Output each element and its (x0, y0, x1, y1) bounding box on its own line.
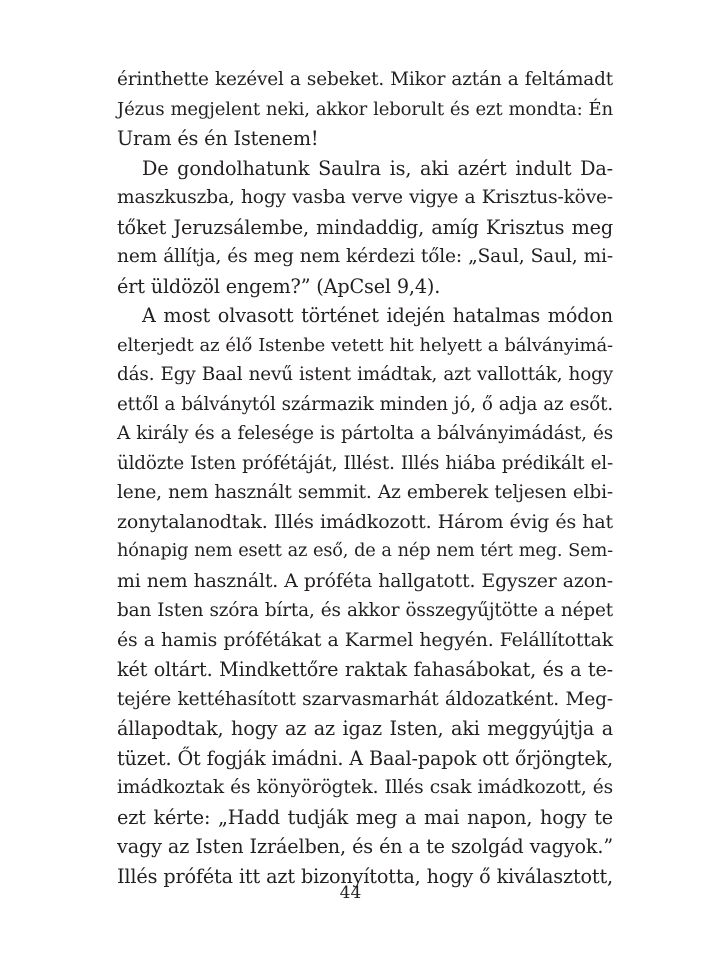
text-line: elterjedt az élő Istenbe vetett hit helyett a bálványimá- (117, 334, 613, 356)
page-number: 44 (339, 883, 362, 903)
paragraph-first-line: De gondolhatunk Saulra is, aki azért indult Da- (142, 156, 613, 180)
text-line: tüzet. Őt fogják imádni. A Baal-papok ott őrjöngtek, (117, 746, 613, 770)
text-line: A király és a felesége is pártolta a bálványimádást, és (117, 423, 613, 444)
text-line: imádkoztak és könyörögtek. Illés csak imádkozott, és (117, 777, 613, 798)
text-line: lene, nem használt semmit. Az emberek teljesen elbi- (117, 482, 613, 503)
text-line: tejére kettéhasított szarvasmarhát áldozatként. Meg- (117, 688, 613, 710)
text-line: ban Isten szóra bírta, és akkor összegyűjtötte a népet (117, 600, 613, 621)
text-line: üldözte Isten prófétáját, Illést. Illés hiába prédikált el- (117, 452, 613, 474)
text-line: ettől a bálványtól származik minden jó, ő adja az esőt. (117, 393, 613, 415)
text-line: Uram és én Istenem! (117, 127, 319, 150)
text-line: állapodtak, hogy az az igaz Isten, aki meggyújtja a (117, 717, 613, 740)
text-line: ezt kérte: „Hadd tudják meg a mai napon, hogy te (117, 805, 613, 829)
text-line: Illés próféta itt azt bizonyította, hogy ő kiválasztott, (117, 864, 613, 888)
text-line: dás. Egy Baal nevű istent imádtak, azt vallották, hogy (117, 364, 613, 385)
text-line: nem állítja, és meg nem kérdezi tőle: „Saul, Saul, mi- (117, 246, 613, 267)
text-line: Jézus megjelent neki, akkor leborult és ezt mondta: Én (117, 98, 613, 120)
text-line: két oltárt. Mindkettőre raktak fahasábokat, és a te- (117, 658, 613, 681)
body-text (117, 65, 613, 891)
text-line: hónapig nem esett az eső, de a nép nem tért meg. Sem- (117, 541, 613, 561)
text-line: maszkuszba, hogy vasba verve vigye a Krisztus-köve- (117, 187, 613, 208)
text-line: és a hamis prófétákat a Karmel hegyén. Felállítottak (117, 629, 613, 651)
text-line: zonytalanodtak. Illés imádkozott. Három évig és hat (117, 510, 613, 533)
text-line: ért üldözöl engem?” (ApCsel 9,4). (117, 274, 441, 298)
text-line: vagy az Isten Izráelben, és én a te szolgád vagyok.” (117, 835, 613, 858)
text-line: mi nem használt. A próféta hallgatott. Egyszer azon- (117, 570, 613, 592)
paragraph-first-line: A most olvasott történet idején hatalmas módon (142, 304, 613, 327)
text-line: érinthette kezével a sebeket. Mikor aztán a feltámadt (117, 69, 613, 90)
text-line: tőket Jeruzsálembe, mindaddig, amíg Krisztus meg (117, 215, 613, 239)
